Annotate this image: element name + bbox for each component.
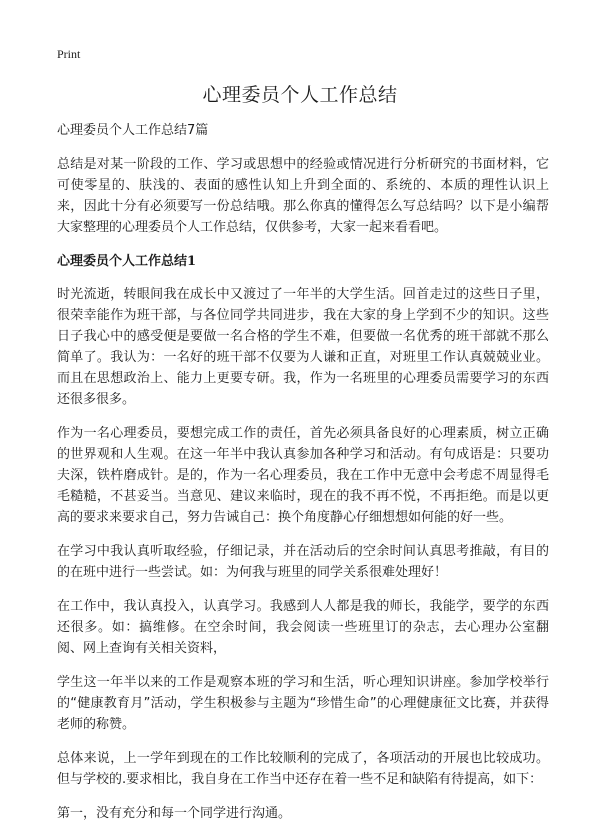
intro-paragraph: 总结是对某一阶段的工作、学习或思想中的经验或情况进行分析研究的书面材料，它可使零星的、肤浅的、表面的感性认知上升到全面的、系统的、本质的理性认识上来，因此十分有必须要写一份总结哦。那么你真的懂得怎么写总结吗？以下是小编帮大家整理的心理委员个人工作总结，仅供参考，大家一起来看看吧。 xyxy=(57,157,549,235)
body-paragraph: 在工作中，我认真投入，认真学习。我感到人人都是我的师长，我能学，要学的东西还很多。如：搞维修。在空余时间，我会阅读一些班里订的杂志，去心理办公室翻阅、网上查询有关相关资料， xyxy=(57,599,549,656)
body-paragraph: 作为一名心理委员，要想完成工作的责任，首先必须具备良好的心理素质，树立正确的世界观和人生观。在这一年半中我认真参加各种学习和活动。有句成语是：只要功夫深，铁杵磨成针。是的，作为一名心理委员，我在工作中无意中会考虑不周显得毛毛糙糙，不甚妥当。当意见、建议来临时，现在的我不再不悦，不再拒绝。而是以更高的要求来要求自己，努力告诫自己：换个角度静心仔细想想如何能的好一些。 xyxy=(57,426,549,525)
body-paragraph: 学生这一年半以来的工作是观察本班的学习和生活，听心理知识讲座。参加学校举行的“健康教育月”活动，学生积极参与主题为“珍惜生命”的心理健康征文比赛，并获得老师的称赞。 xyxy=(57,675,549,732)
body-paragraph: 时光流逝，转眼间我在成长中又渡过了一年半的大学生活。回首走过的这些日子里，很荣幸能作为班干部，与各位同学共同进步，我在大家的身上学到不少的知识。这些日子我心中的感受便是要做一名合格的学生不难，但要做一名优秀的班干部就不那么简单了。我认为：一名好的班干部不仅要为人谦和正直，对班里工作认真兢兢业业。而且在思想政治上、能力上更要专研。我，作为一名班里的心理委员需要学习的东西还很多很多。 xyxy=(57,287,549,407)
page-title: 心理委员个人工作总结 xyxy=(202,84,398,106)
body-paragraph: 第一，没有充分和每一个同学进行沟通。 xyxy=(57,806,292,821)
document-subtitle: 心理委员个人工作总结7篇 xyxy=(57,123,209,138)
print-link[interactable]: Print xyxy=(57,47,81,61)
body-paragraph: 在学习中我认真听取经验，仔细记录，并在活动后的空余时间认真思考推敲，有目的的在班中进行一些尝试。如：为何我与班里的同学关系很难处理好！ xyxy=(57,544,549,580)
document-body xyxy=(57,120,549,828)
body-paragraph: 总体来说，上一学年到现在的工作比较顺利的完成了，各项活动的开展也比较成功。但与学校的.要求相比，我自身在工作当中还存在着一些不足和缺陷有待提高，如下： xyxy=(57,751,549,787)
section-heading: 心理委员个人工作总结1 xyxy=(57,254,197,269)
